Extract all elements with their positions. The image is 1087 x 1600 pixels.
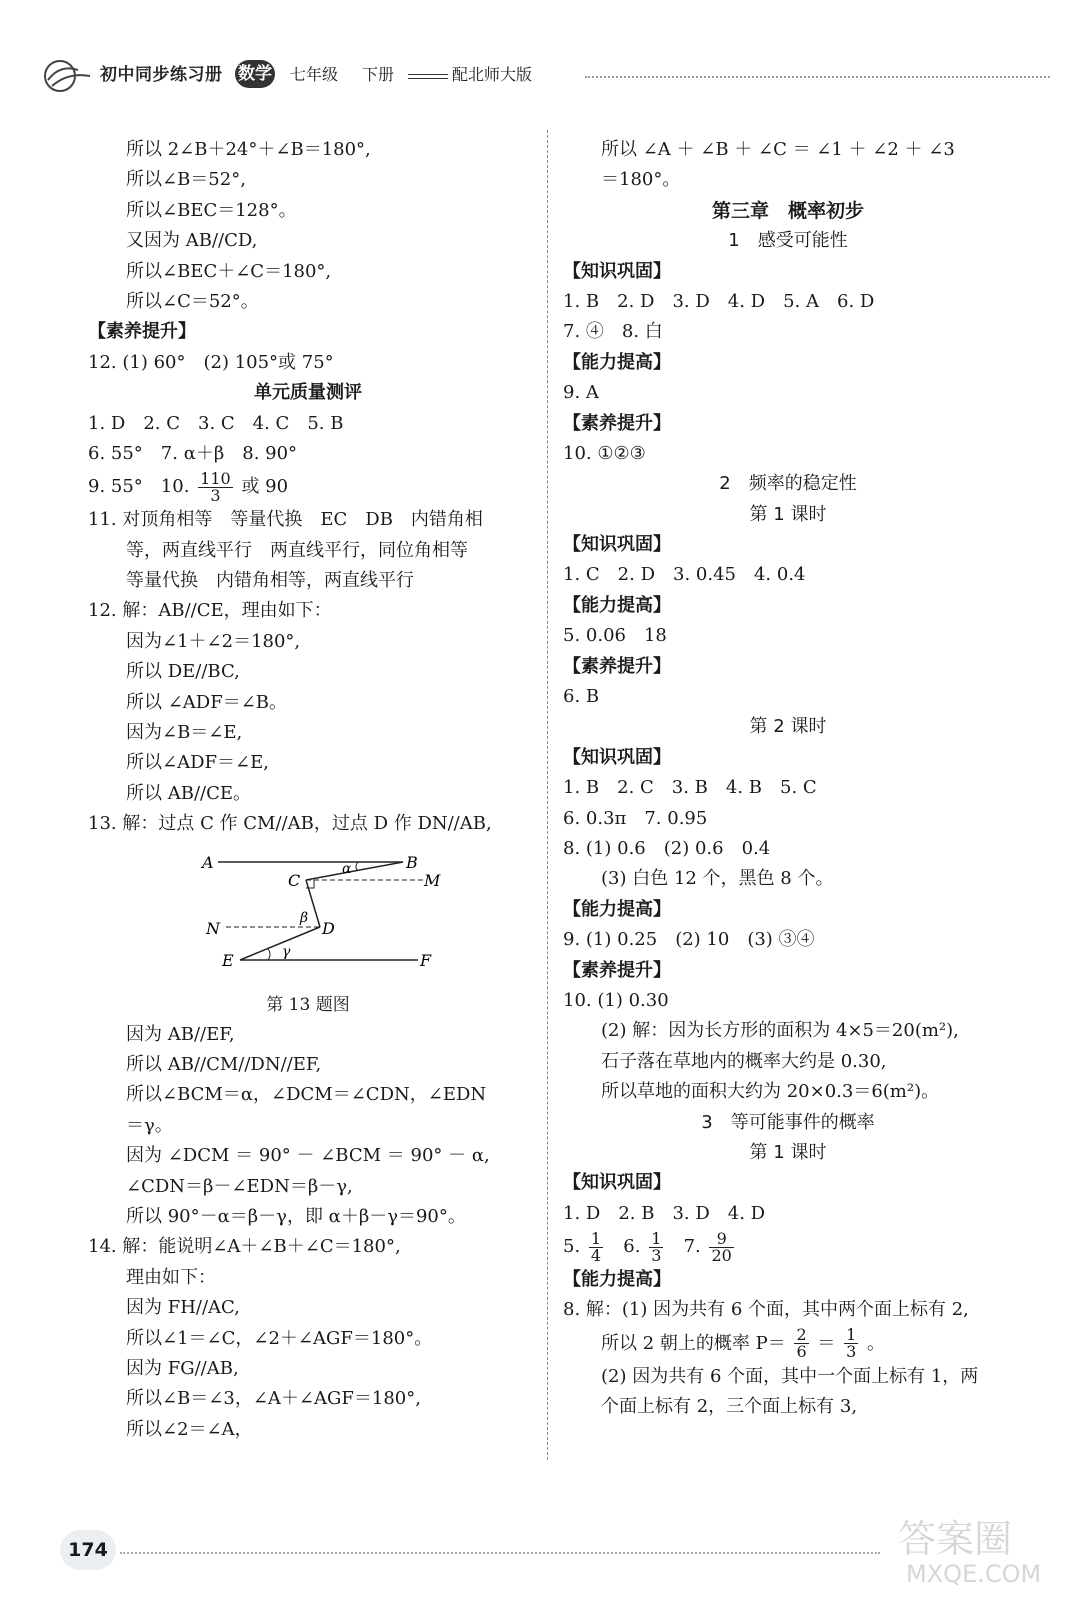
answer-line: 6. 0.3π 7. 0.95 xyxy=(563,807,708,829)
text-line: 所以 90°－α＝β－γ，即 α＋β－γ＝90°。 xyxy=(126,1205,466,1227)
answer-line: 13. 解：过点 C 作 CM//AB，过点 D 作 DN//AB, xyxy=(88,813,492,835)
text-span: 。 xyxy=(867,1332,886,1354)
text-line: (2) 解：因为长方形的面积为 4×5＝20(m²), xyxy=(601,1020,959,1042)
denominator: 3 xyxy=(846,1342,857,1362)
label-b: B xyxy=(406,852,418,872)
section-tag: 【知识巩固】 xyxy=(563,1172,671,1194)
answer-line-fraction xyxy=(88,469,528,505)
answer-line: 8. 解：(1) 因为共有 6 个面，其中两个面上标有 2, xyxy=(563,1299,969,1321)
figure-caption: 第 13 题图 xyxy=(266,994,350,1015)
section-tag: 【知识巩固】 xyxy=(563,260,671,282)
grade-label: 七年级 xyxy=(290,65,339,84)
answer-line: 10. ①②③ xyxy=(563,442,646,464)
text-line: 等量代换 内错角相等，两直线平行 xyxy=(126,570,414,592)
denominator: 3 xyxy=(651,1245,662,1265)
answer-line: 1. C 2. D 3. 0.45 4. 0.4 xyxy=(563,564,806,586)
fraction xyxy=(649,1228,663,1265)
book-logo-icon xyxy=(40,56,102,96)
footer-rule xyxy=(120,1552,880,1554)
text-line: 所以∠C＝52°。 xyxy=(126,290,259,312)
book-title: 初中同步练习册 xyxy=(100,65,223,85)
answer-line: 7. ④ 8. 白 xyxy=(563,321,663,343)
section-title: 3 等可能事件的概率 xyxy=(701,1111,875,1133)
lesson-title: 第 1 课时 xyxy=(749,1141,827,1163)
text-line: 所以 DE//BC, xyxy=(126,661,240,683)
text-line: 所以∠1＝∠C，∠2＋∠AGF＝180°。 xyxy=(126,1327,433,1349)
fraction xyxy=(794,1327,808,1360)
text-line: 所以 ∠A ＋ ∠B ＋ ∠C ＝ ∠1 ＋ ∠2 ＋ ∠3 xyxy=(601,139,955,160)
section-tag: 【能力提高】 xyxy=(563,594,671,616)
label-d: D xyxy=(322,918,335,938)
answer-line: 10. (1) 0.30 xyxy=(563,989,669,1011)
fraction xyxy=(709,1228,733,1265)
fraction xyxy=(589,1228,603,1265)
figure-13 xyxy=(88,840,528,990)
text-line: 等，两直线平行 两直线平行，同位角相等 xyxy=(126,539,468,561)
text-span: 6. xyxy=(623,1236,641,1258)
answer-line: 11. 对顶角相等 等量代换 EC DB 内错角相 xyxy=(88,509,483,531)
label-alpha: α xyxy=(342,860,352,877)
text-line: 所以∠B＝52°, xyxy=(126,169,246,191)
fraction xyxy=(198,468,233,505)
section-tag: 【素养提升】 xyxy=(563,655,671,677)
page-number: 174 xyxy=(60,1530,116,1570)
label-a: A xyxy=(202,852,214,872)
label-m: M xyxy=(424,870,441,890)
header-dash xyxy=(408,78,448,79)
section-tag: 【能力提高】 xyxy=(563,351,671,373)
geometry-diagram xyxy=(198,840,441,990)
text-line: 所以 AB//CM//DN//EF, xyxy=(126,1053,322,1075)
line-de xyxy=(240,927,320,960)
chapter-title: 第三章 概率初步 xyxy=(711,199,864,222)
answer-line: 12. (1) 60° (2) 105°或 75° xyxy=(88,351,334,373)
section-title: 1 感受可能性 xyxy=(728,230,848,252)
text-line: ＝γ。 xyxy=(126,1114,173,1136)
text-span: 或 90 xyxy=(241,476,289,498)
text-line: 所以∠BEC＝128°。 xyxy=(126,199,297,221)
section-tag: 【素养提升】 xyxy=(563,412,671,434)
text-line: 所以∠B＝∠3，∠A＋∠AGF＝180°, xyxy=(126,1388,421,1410)
text-line: 因为 FH//AC, xyxy=(126,1297,240,1319)
numerator: 1 xyxy=(651,1228,662,1248)
answer-line: 1. B 2. C 3. B 4. B 5. C xyxy=(563,777,817,799)
lesson-title: 第 2 课时 xyxy=(749,716,827,738)
line-bc xyxy=(306,862,403,880)
label-beta: β xyxy=(300,909,309,926)
text-span: 5. xyxy=(563,1236,581,1258)
section-tag: 【能力提高】 xyxy=(563,898,671,920)
text-line: ＝180°。 xyxy=(601,169,681,191)
text-span: ＝ xyxy=(817,1332,836,1354)
text-line: 所以草地的面积大约为 20×0.3＝6(m²)。 xyxy=(601,1081,940,1103)
section-title: 2 频率的稳定性 xyxy=(719,473,857,495)
text-line: 所以∠ADF＝∠E, xyxy=(126,752,269,774)
label-n: N xyxy=(206,918,220,938)
left-column xyxy=(88,135,528,1445)
text-line: 所以∠BCM＝α，∠DCM＝∠CDN，∠EDN xyxy=(126,1084,487,1106)
answer-line-fraction xyxy=(563,1326,1013,1362)
text-line: 所以∠BEC＋∠C＝180°, xyxy=(126,260,332,282)
label-gamma: γ xyxy=(282,943,291,960)
numerator: 9 xyxy=(709,1231,733,1248)
answer-line: 1. D 2. C 3. C 4. C 5. B xyxy=(88,412,344,434)
answer-line: 8. (1) 0.6 (2) 0.6 0.4 xyxy=(563,837,771,859)
text-line: 石子落在草地内的概率大约是 0.30, xyxy=(601,1050,887,1072)
edition-label: 配北师大版 xyxy=(452,65,533,84)
text-line: 因为∠1＋∠2＝180°, xyxy=(126,630,301,652)
line-cd xyxy=(306,880,320,927)
answer-line-fraction xyxy=(563,1229,1013,1265)
page-header xyxy=(40,52,1050,100)
denominator: 4 xyxy=(590,1245,602,1265)
answer-line: 1. B 2. D 3. D 4. D 5. A 6. D xyxy=(563,290,875,312)
volume-label: 下册 xyxy=(362,65,395,84)
denominator: 3 xyxy=(210,485,221,505)
answer-line: 5. 0.06 18 xyxy=(563,625,667,647)
numerator: 2 xyxy=(796,1325,807,1345)
label-e: E xyxy=(222,950,234,970)
text-line: 理由如下： xyxy=(126,1266,216,1288)
angle-arc-gamma xyxy=(268,949,270,960)
denominator: 6 xyxy=(796,1342,807,1362)
right-column xyxy=(563,135,1013,1423)
answer-line: 6. B xyxy=(563,686,600,708)
text-line: 因为∠B＝∠E, xyxy=(126,722,243,744)
text-line: 个面上标有 2，三个面上标有 3, xyxy=(601,1396,858,1418)
watermark-logo-icon xyxy=(892,1508,1072,1588)
subject-badge: 数学 xyxy=(235,60,275,88)
numerator: 110 xyxy=(200,468,231,488)
section-tag: 【知识巩固】 xyxy=(563,746,671,768)
text-span: 所以 2 朝上的概率 P＝ xyxy=(601,1332,786,1354)
header-dash xyxy=(408,74,448,75)
text-line: 因为 FG//AB, xyxy=(126,1357,239,1379)
label-c: C xyxy=(288,870,301,890)
text-line: 所以 ∠ADF＝∠B。 xyxy=(126,691,288,713)
text-line: 所以∠2＝∠A， xyxy=(126,1418,253,1440)
label-f: F xyxy=(420,950,432,970)
text-line: 因为 AB//EF, xyxy=(126,1023,235,1045)
text-line: 所以 AB//CE。 xyxy=(126,782,251,804)
numerator: 1 xyxy=(590,1228,602,1248)
section-tag: 【能力提高】 xyxy=(563,1269,671,1291)
text-span: 9. 55° 10. xyxy=(88,476,190,498)
text-line: ∠CDN＝β－∠EDN＝β－γ, xyxy=(126,1175,353,1197)
answer-line: 9. A xyxy=(563,382,599,404)
denominator: 20 xyxy=(711,1245,732,1265)
text-line: 因为 ∠DCM ＝ 90° － ∠BCM ＝ 90° － α, xyxy=(126,1145,490,1167)
column-divider xyxy=(547,130,548,1460)
numerator: 1 xyxy=(846,1325,857,1345)
text-line: 又因为 AB//CD, xyxy=(126,230,258,252)
fraction xyxy=(844,1327,858,1360)
unit-test-title: 单元质量测评 xyxy=(254,382,362,404)
answer-line: 6. 55° 7. α＋β 8. 90° xyxy=(88,442,298,464)
header-rule xyxy=(585,76,1050,78)
answer-line: 9. (1) 0.25 (2) 10 (3) ③④ xyxy=(563,929,815,951)
text-line: (2) 因为共有 6 个面，其中一个面上标有 1，两 xyxy=(601,1365,979,1387)
lesson-title: 第 1 课时 xyxy=(749,503,827,525)
answer-line: 12. 解：AB//CE，理由如下： xyxy=(88,600,332,622)
text-span: 7. xyxy=(683,1236,701,1258)
answer-line: 14. 解：能说明∠A＋∠B＋∠C＝180°, xyxy=(88,1236,401,1258)
watermark-text: 答案圈 xyxy=(898,1517,1013,1561)
watermark-url: MXQE.COM xyxy=(906,1560,1042,1588)
text-line: (3) 白色 12 个，黑色 8 个。 xyxy=(601,868,834,890)
text-line: 所以 2∠B＋24°＋∠B＝180°, xyxy=(126,139,371,160)
section-tag: 【素养提升】 xyxy=(88,321,196,343)
section-tag: 【素养提升】 xyxy=(563,959,671,981)
answer-line: 1. D 2. B 3. D 4. D xyxy=(563,1202,766,1224)
section-tag: 【知识巩固】 xyxy=(563,534,671,556)
